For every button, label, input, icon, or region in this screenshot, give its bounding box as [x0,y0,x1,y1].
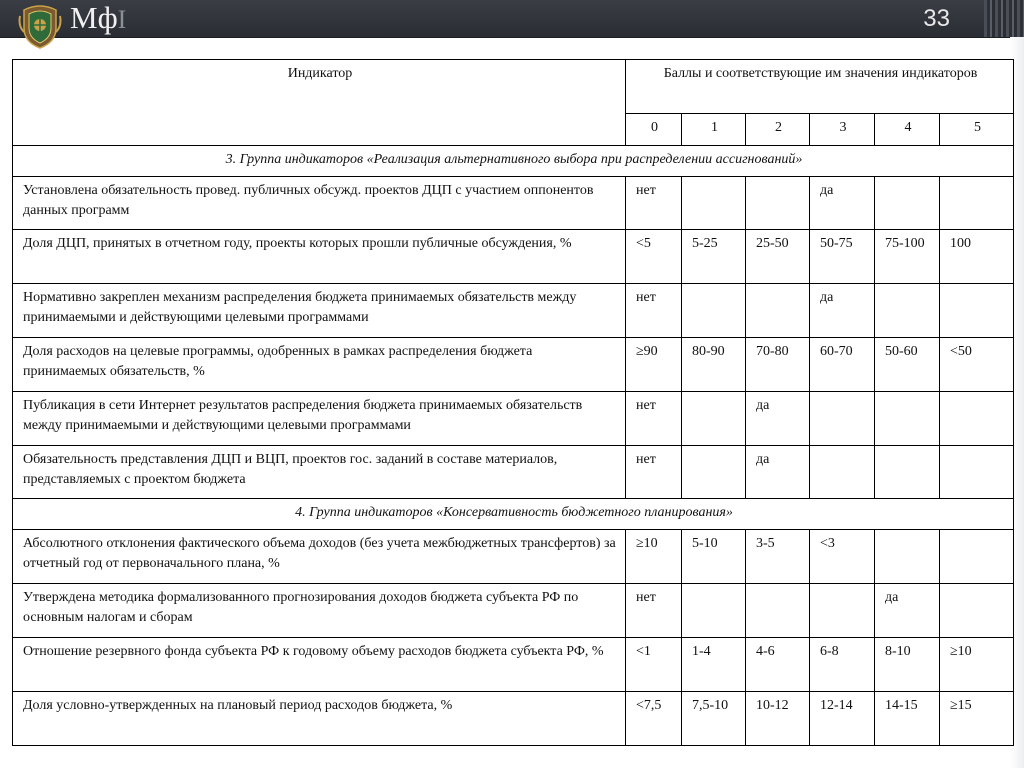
value-cell: нет [626,392,682,446]
value-cell: да [746,392,810,446]
value-cell: 10-12 [746,692,810,746]
value-cell: <7,5 [626,692,682,746]
value-cell [746,177,810,230]
value-cell [810,446,875,499]
group-title: 4. Группа индикаторов «Консервативность бюджетного планирования» [13,499,1014,530]
value-cell [682,284,746,338]
indicator-cell: Нормативно закреплен механизм распределения бюджета принимаемых обязательств между принимаемыми и действующими целевыми программами [13,284,626,338]
indicator-cell: Публикация в сети Интернет результатов распределения бюджета принимаемых обязательств между принимаемыми и действующими целевыми программами [13,392,626,446]
group-title: 3. Группа индикаторов «Реализация альтернативного выбора при распределении ассигнований» [13,146,1014,177]
value-cell [810,584,875,638]
indicator-cell: Доля расходов на целевые программы, одобренных в рамках распределения бюджета принимаемых обязательств, % [13,338,626,392]
score-level-0: 0 [626,114,682,146]
brand-text: Мф [70,0,118,35]
table-row [13,392,1014,446]
brand-logo [70,1,126,35]
page-number: 33 [923,5,950,32]
indicator-cell: Доля ДЦП, принятых в отчетном году, проекты которых прошли публичные обсуждения, % [13,230,626,284]
value-cell: 25-50 [746,230,810,284]
score-level-5: 5 [940,114,1014,146]
coat-of-arms-icon [18,2,62,50]
indicator-cell: Доля условно-утвержденных на плановый период расходов бюджета, % [13,692,626,746]
value-cell [682,584,746,638]
score-level-1: 1 [682,114,746,146]
value-cell: ≥90 [626,338,682,392]
table-row [13,692,1014,746]
value-cell: 50-75 [810,230,875,284]
table-row [13,177,1014,230]
top-bar [0,0,1024,38]
value-cell: 75-100 [875,230,940,284]
brand-tail: I [117,5,127,34]
value-cell [875,177,940,230]
value-cell: 14-15 [875,692,940,746]
value-cell [875,284,940,338]
value-cell: да [746,446,810,499]
value-cell [940,584,1014,638]
value-cell: 5-25 [682,230,746,284]
value-cell: да [810,284,875,338]
indicator-cell: Абсолютного отклонения фактического объема доходов (без учета межбюджетных трансфертов) за отчетный год от первоначального плана, % [13,530,626,584]
value-cell: 12-14 [810,692,875,746]
value-cell: 7,5-10 [682,692,746,746]
table-row [13,530,1014,584]
score-level-2: 2 [746,114,810,146]
value-cell: 6-8 [810,638,875,692]
indicator-cell: Утверждена методика формализованного прогнозирования доходов бюджета субъекта РФ по основным налогам и сборам [13,584,626,638]
value-cell [940,530,1014,584]
value-cell: <50 [940,338,1014,392]
value-cell [746,284,810,338]
value-cell: <3 [810,530,875,584]
value-cell: 8-10 [875,638,940,692]
value-cell: 100 [940,230,1014,284]
value-cell: нет [626,284,682,338]
table-row [13,446,1014,499]
value-cell: да [875,584,940,638]
value-cell [875,446,940,499]
value-cell [940,284,1014,338]
value-cell: 50-60 [875,338,940,392]
value-cell: нет [626,446,682,499]
value-cell [682,392,746,446]
indicator-cell: Обязательность представления ДЦП и ВЦП, проектов гос. заданий в составе материалов, представляемых с проектом бюджета [13,446,626,499]
table-row [13,284,1014,338]
value-cell: ≥10 [940,638,1014,692]
value-cell: ≥10 [626,530,682,584]
value-cell: 70-80 [746,338,810,392]
header-scores: Баллы и соответствующие им значения индикаторов [626,60,1014,114]
value-cell [682,177,746,230]
value-cell [875,392,940,446]
value-cell: 60-70 [810,338,875,392]
indicators-table [12,59,1014,746]
corner-decoration [984,0,1024,37]
score-level-3: 3 [810,114,875,146]
value-cell: нет [626,177,682,230]
value-cell: <1 [626,638,682,692]
value-cell [746,584,810,638]
value-cell: да [810,177,875,230]
value-cell: 1-4 [682,638,746,692]
value-cell [940,177,1014,230]
value-cell [940,392,1014,446]
value-cell [875,530,940,584]
indicator-cell: Установлена обязательность провед. публичных обсужд. проектов ДЦП с участием оппонентов данных программ [13,177,626,230]
value-cell [940,446,1014,499]
value-cell: 80-90 [682,338,746,392]
value-cell: 3-5 [746,530,810,584]
table-row [13,230,1014,284]
value-cell: 5-10 [682,530,746,584]
header-indicator: Индикатор [13,60,626,146]
value-cell: 4-6 [746,638,810,692]
value-cell [810,392,875,446]
table-row [13,584,1014,638]
value-cell: ≥15 [940,692,1014,746]
value-cell: <5 [626,230,682,284]
value-cell: нет [626,584,682,638]
table-row [13,338,1014,392]
indicator-cell: Отношение резервного фонда субъекта РФ к годовому объему расходов бюджета субъекта РФ, % [13,638,626,692]
table-row [13,638,1014,692]
score-level-4: 4 [875,114,940,146]
value-cell [682,446,746,499]
